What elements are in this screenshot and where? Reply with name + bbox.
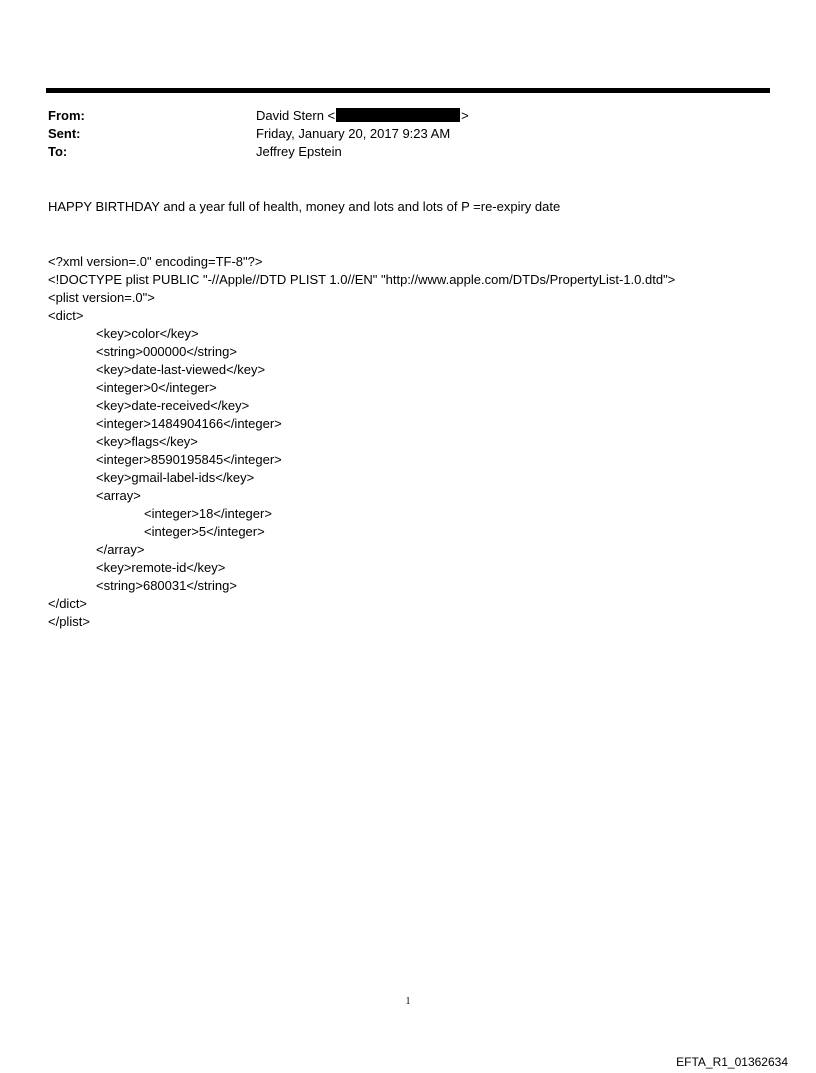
sent-label: Sent: xyxy=(48,126,81,141)
xml-line: <!DOCTYPE plist PUBLIC "-//Apple//DTD PLIST 1.0//EN" "http://www.apple.com/DTDs/PropertyList-1.0.dtd"> xyxy=(48,272,676,287)
to-label: To: xyxy=(48,144,68,159)
xml-line: </array> xyxy=(96,542,145,557)
xml-line: <key>gmail-label-ids</key> xyxy=(96,470,255,485)
sent-value: Friday, January 20, 2017 9:23 AM xyxy=(256,126,451,141)
xml-line: </plist> xyxy=(48,614,90,629)
xml-line: <integer>1484904166</integer> xyxy=(96,416,282,431)
xml-line: <integer>18</integer> xyxy=(144,506,272,521)
message-body: HAPPY BIRTHDAY and a year full of health, money and lots and lots of P =re-expiry date xyxy=(48,199,561,214)
xml-line: <key>color</key> xyxy=(96,326,199,341)
redaction-block xyxy=(336,108,460,122)
xml-line: </dict> xyxy=(48,596,88,611)
to-value: Jeffrey Epstein xyxy=(256,144,342,159)
from-value xyxy=(256,108,469,123)
xml-line: <?xml version=.0" encoding=TF-8"?> xyxy=(48,254,263,269)
xml-line: <plist version=.0"> xyxy=(48,290,155,305)
xml-line: <key>date-last-viewed</key> xyxy=(96,362,266,377)
xml-line: <key>date-received</key> xyxy=(96,398,250,413)
xml-line: <string>680031</string> xyxy=(96,578,237,593)
plist-xml-block xyxy=(48,253,675,631)
from-label: From: xyxy=(48,108,85,123)
page-number: 1 xyxy=(405,996,411,1007)
xml-line: <key>flags</key> xyxy=(96,434,198,449)
xml-line: <array> xyxy=(96,488,141,503)
xml-line: <integer>5</integer> xyxy=(144,524,265,539)
xml-line: <key>remote-id</key> xyxy=(96,560,226,575)
xml-line: <integer>0</integer> xyxy=(96,380,217,395)
document-id: EFTA_R1_01362634 xyxy=(676,1055,788,1069)
sender-name: David Stern < xyxy=(256,108,336,123)
xml-line: <dict> xyxy=(48,308,84,323)
xml-line: <string>000000</string> xyxy=(96,344,237,359)
xml-line: <integer>8590195845</integer> xyxy=(96,452,282,467)
header-rule xyxy=(46,88,770,93)
sender-close-bracket: > xyxy=(461,108,469,123)
